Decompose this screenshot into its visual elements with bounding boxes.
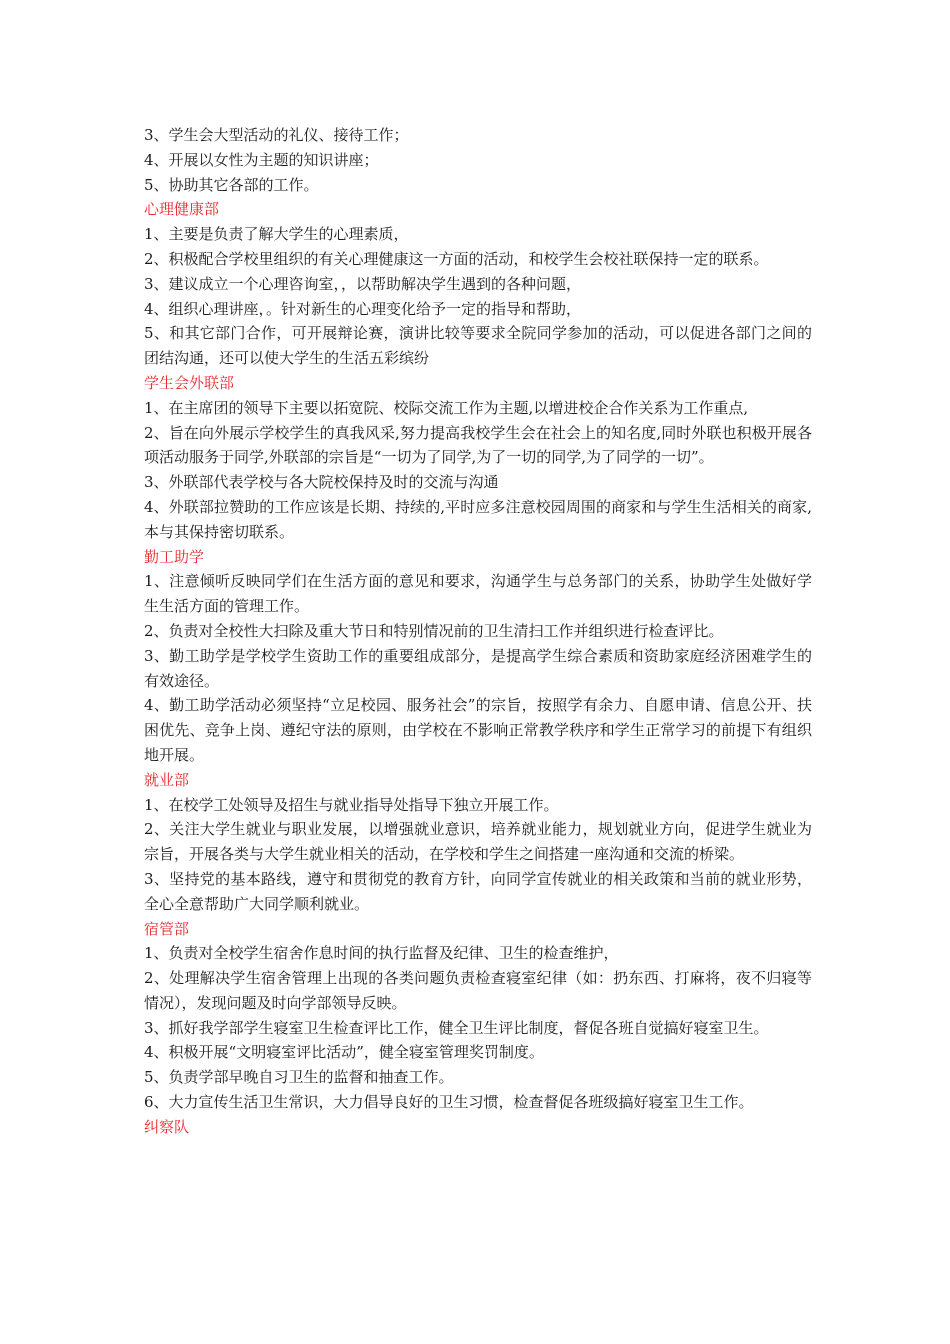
list-item: 1、主要是负责了解大学生的心理素质， [144, 225, 409, 244]
list-item: 3、抓好我学部学生寝室卫生检查评比工作，健全卫生评比制度，督促各班自觉搞好寝室卫生。 [144, 1018, 769, 1037]
list-item: 3、坚持党的基本路线，遵守和贯彻党的教育方针，向同学宣传就业的相关政策和当前的就业形势，全心全意帮助广大同学顺利就业。 [144, 869, 812, 913]
list-item: 2、关注大学生就业与职业发展，以增强就业意识，培养就业能力，规划就业方向，促进学生就业为宗旨，开展各类与大学生就业相关的活动，在学校和学生之间搭建一座沟通和交流的桥梁。 [144, 820, 812, 864]
section-heading: 学生会外联部 [144, 373, 235, 392]
list-item: 5、协助其它各部的工作。 [144, 175, 319, 194]
section-heading: 勤工助学 [144, 547, 205, 566]
section-work-study [144, 545, 812, 768]
list-item: 3、外联部代表学校与各大院校保持及时的交流与沟通 [144, 473, 499, 492]
list-item: 4、开展以女性为主题的知识讲座； [144, 150, 379, 169]
list-item: 2、积极配合学校里组织的有关心理健康这一方面的活动，和校学生会校社联保持一定的联系。 [144, 249, 769, 268]
list-item: 5、和其它部门合作，可开展辩论赛，演讲比较等要求全院同学参加的活动，可以促进各部门之间的团结沟通，还可以使大学生的生活五彩缤纷 [144, 324, 812, 368]
list-item: 3、勤工助学是学校学生资助工作的重要组成部分，是提高学生综合素质和资助家庭经济困难学生的有效途径。 [144, 646, 812, 690]
list-item: 4、勤工助学活动必须坚持“立足校园、服务社会”的宗旨，按照学有余力、自愿申请、信息公开、扶困优先、竞争上岗、遵纪守法的原则，由学校在不影响正常教学秩序和学生正常学习的前提下有组织地开展。 [144, 696, 812, 764]
section-continued [144, 123, 812, 197]
list-item: 3、学生会大型活动的礼仪、接待工作； [144, 126, 409, 144]
section-heading: 宿管部 [144, 919, 190, 938]
list-item: 2、负责对全校性大扫除及重大节日和特别情况前的卫生清扫工作并组织进行检查评比。 [144, 621, 724, 640]
list-item: 4、外联部拉赞助的工作应该是长期、持续的,平时应多注意校园周围的商家和与学生生活相关的商家,本与其保持密切联系。 [144, 497, 812, 541]
section-dormitory [144, 917, 812, 1115]
list-item: 1、负责对全校学生宿舍作息时间的执行监督及纪律、卫生的检查维护， [144, 944, 619, 963]
section-heading: 就业部 [144, 770, 190, 789]
section-heading: 纠察队 [144, 1117, 190, 1136]
list-item: 5、负责学部早晚自习卫生的监督和抽查工作。 [144, 1068, 454, 1087]
section-heading: 心理健康部 [144, 200, 220, 219]
list-item: 1、注意倾听反映同学们在生活方面的意见和要求，沟通学生与总务部门的关系，协助学生处做好学生生活方面的管理工作。 [144, 572, 812, 616]
list-item: 4、积极开展“文明寝室评比活动”，健全寝室管理奖罚制度。 [144, 1043, 544, 1062]
section-mental-health [144, 197, 812, 371]
list-item: 1、在校学工处领导及招生与就业指导处指导下独立开展工作。 [144, 795, 559, 814]
document-page [144, 123, 812, 1140]
list-item: 2、处理解决学生宿舍管理上出现的各类问题负责检查寝室纪律（如：扔东西、打麻将，夜不归寝等情况），发现问题及时向学部领导反映。 [144, 969, 812, 1012]
list-item: 4、组织心理讲座，。针对新生的心理变化给予一定的指导和帮助， [144, 299, 582, 318]
section-patrol [144, 1115, 812, 1140]
section-external-relations [144, 371, 812, 545]
list-item: 3、建议成立一个心理咨询室，，以帮助解决学生遇到的各种问题， [144, 274, 582, 293]
list-item: 1、在主席团的领导下主要以拓宽院、校际交流工作为主题,以增进校企合作关系为工作重点, [144, 398, 749, 417]
list-item: 6、大力宣传生活卫生常识，大力倡导良好的卫生习惯，检查督促各班级搞好寝室卫生工作。 [144, 1093, 754, 1112]
section-employment [144, 768, 812, 917]
list-item: 2、旨在向外展示学校学生的真我风采,努力提高我校学生会在社会上的知名度,同时外联也积极开展各项活动服务于同学,外联部的宗旨是“一切为了同学,为了一切的同学,为了同学的一切”。 [144, 423, 812, 467]
